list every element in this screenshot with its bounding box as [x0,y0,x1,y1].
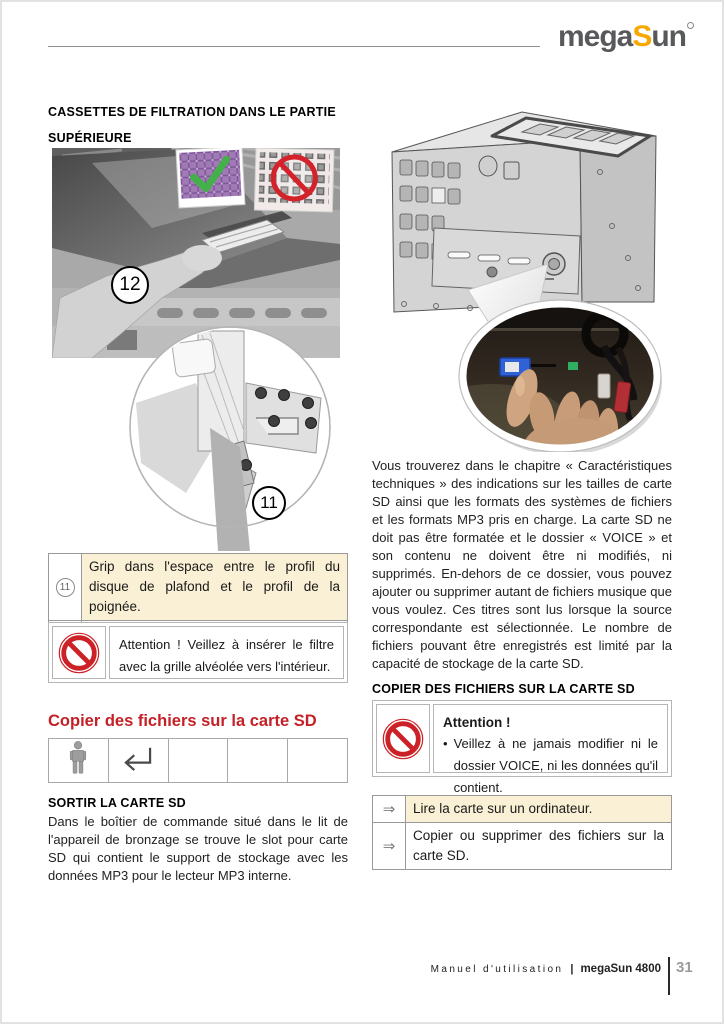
grip-detail-illustration [126,323,336,553]
prohibition-icon [58,632,100,674]
step-text: Grip dans l'espace entre le profil du disque de plafond et le profil de la poignée. [82,554,348,621]
step-number-11: 11 [56,578,75,597]
brand-logo [558,20,694,54]
warning-icon-cell [376,704,430,773]
action-text: Lire la carte sur un ordinateur. [406,796,672,823]
icon-strip-table [48,738,348,783]
icon-cell-enter [108,739,168,783]
icon-cell-empty [168,739,228,783]
sd-card-intro-paragraph: Vous trouverez dans le chapitre « Caractéristiques techniques » des indications sur les tailles de carte SD ainsi que les formats des systèmes de fichiers et les formats MP3 pris en charge. La carte SD ne doit pas être formatée et le dossier « VOICE » et son contenu ne doivent être ni modifiés, ni supprimés. En-dehors de ce dossier, vous pouvez ajouter ou supprimer autant de fichiers musique que vous voulez. Ces titres sont lus lorsque la source correspondante est sélectionnée. Le nombre de fichiers pouvant être enregistrés est limité par la capacité de stockage de la carte SD. [372,458,672,671]
bullet-marker: • [443,736,448,751]
footer [431,963,661,975]
table-row [49,739,348,783]
warning-title: Attention ! [443,715,511,730]
page-number: 31 [676,959,693,976]
section-heading-copy-files: COPIER DES FICHIERS SUR LA CARTE SD [372,682,635,696]
person-icon [67,741,89,775]
action-text: Copier ou supprimer des fichiers sur la carte SD. [406,823,672,870]
double-arrow-icon: ⇒ [373,796,406,823]
table-row [373,823,672,870]
warning-content [433,704,668,795]
warning-bullet-text: Veillez à ne jamais modifier ni le dossier VOICE, ni les données qu'il contient. [453,736,658,795]
footer-product-name: megaSun 4800 [580,963,661,975]
table-row [373,796,672,823]
icon-cell-empty [228,739,288,783]
warning-text: Attention ! Veillez à insérer le filtre avec la grille alvéolée vers l'intérieur. [109,626,344,679]
warning-box-filter [48,622,348,683]
prohibition-icon [382,718,424,760]
section-heading-eject-card: SORTIR LA CARTE SD [48,796,186,810]
control-box-illustration [372,106,672,452]
callout-11: 11 [252,486,286,520]
actions-table [372,795,672,870]
logo-accent: S [632,20,652,53]
footer-vertical-rule [668,957,670,995]
logo-part1: mega [557,20,633,53]
filter-correct-inset [176,148,245,208]
figure-control-box [372,106,672,452]
warning-bullet [443,733,658,799]
filter-wrong-inset [254,148,334,212]
icon-cell-empty [288,739,348,783]
prohibition-icon [273,156,316,199]
logo-part2: un [651,20,686,53]
figure-grip-detail-drawing [126,323,336,553]
eject-card-paragraph: Dans le boîtier de commande situé dans le lit de l'appareil de bronzage se trouve le slot pour carte SD qui contient le support de stockage avec les données MP3 pour le lecteur MP3 interne. [48,814,348,883]
double-arrow-icon: ⇒ [373,823,406,870]
footer-manual-label: Manuel d'utilisation [430,964,564,975]
warning-box-voice [372,700,672,795]
section-heading-copy-files-red: Copier des fichiers sur la carte SD [48,712,317,730]
registered-mark-icon [687,22,694,29]
callout-12: 12 [111,266,149,304]
return-arrow-icon [121,745,155,771]
footer-divider: | [570,963,574,975]
table-row [49,554,348,621]
icon-cell-user [49,739,109,783]
header-rule [48,46,540,47]
warning-icon-cell [52,626,106,679]
section-heading-filter-cassettes: CASSETTES DE FILTRATION DANS LE PARTIE SUPÉRIEURE [48,105,336,145]
